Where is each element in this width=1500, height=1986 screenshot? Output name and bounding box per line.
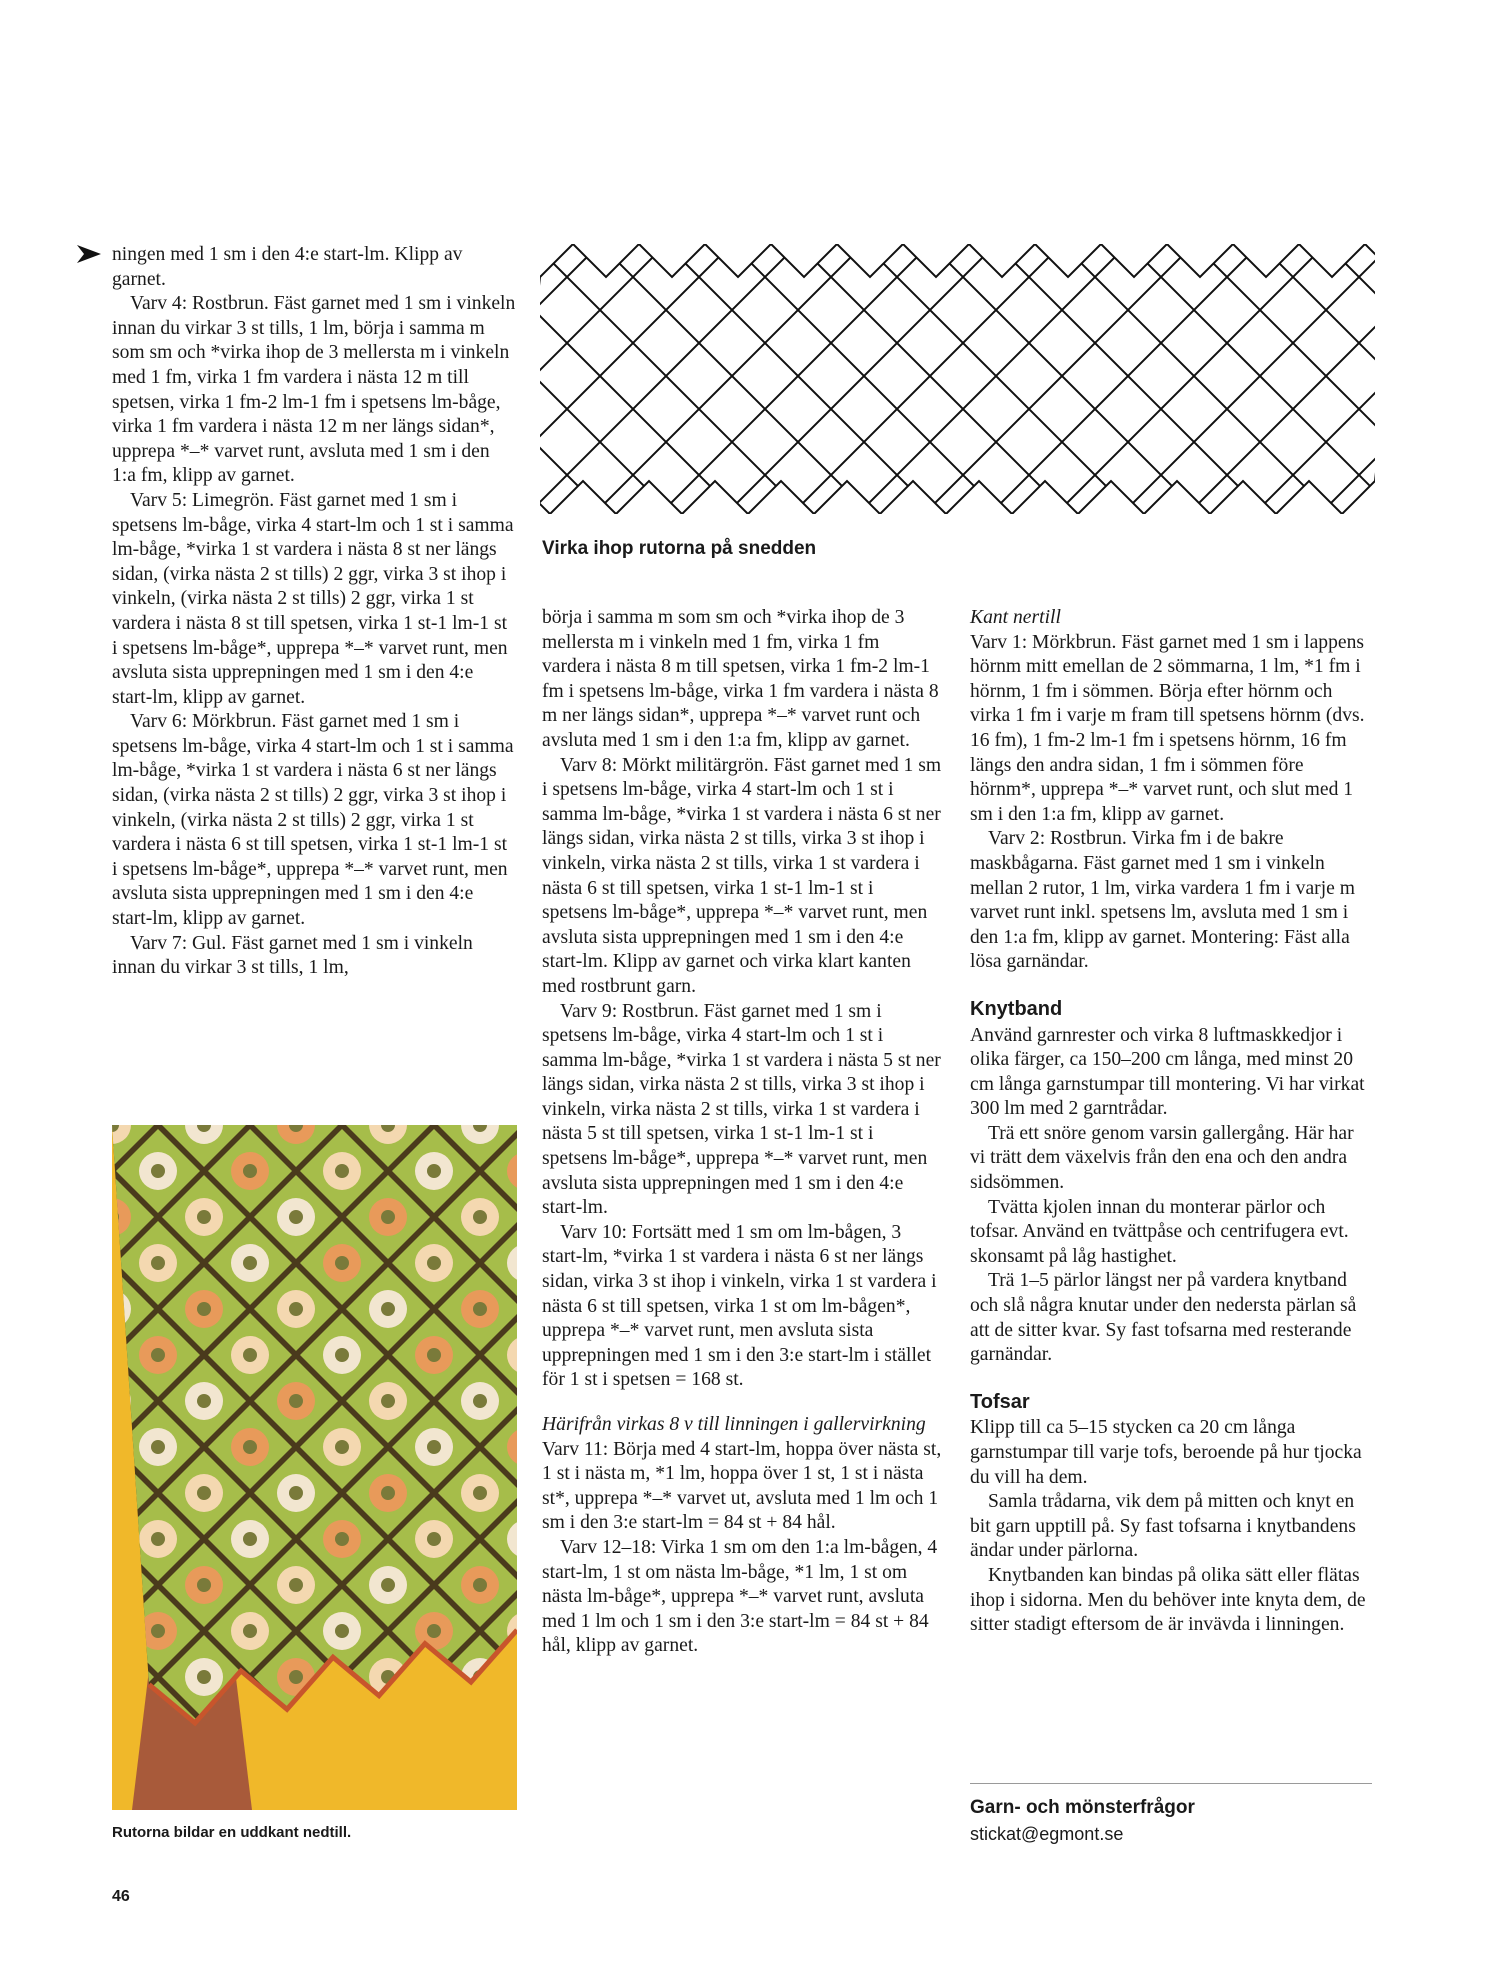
paragraph-varv-6: Varv 6: Mörkbrun. Fäst garnet med 1 sm i spetsens lm-båge, virka 4 start-lm och 1 st i samma lm-båge, *virka 1 st vardera i nästa 6 st ner längs sidan, (virka nästa 2 st tills) 2 ggr, virka 3 st ihop i vinkeln, (virka nästa 2 st tills) 2 ggr, virka 1 st vardera i nästa 6 st till spetsen, virka 1 st-1 lm-1 st i spetsens lm-båge*, upprepa *–* varvet runt, men avsluta sista upprepningen med 1 sm i den 4:e start-lm, klipp av garnet. xyxy=(112,711,514,930)
column-left xyxy=(112,243,517,981)
photo-caption: Rutorna bildar en uddkant nedtill. xyxy=(112,1824,352,1841)
skirt-photo xyxy=(112,1125,517,1810)
paragraph: Trä 1–5 pärlor längst ner på vardera knytband och slå några knutar under den nedersta pärlan så att de sitter kvar. Sy fast tofsarna med resterande garnändar. xyxy=(970,1270,1357,1366)
page-number: 46 xyxy=(112,1888,130,1905)
column-middle xyxy=(542,606,942,1659)
divider xyxy=(970,1783,1372,1784)
contact-title: Garn- och mönsterfrågor xyxy=(970,1797,1195,1818)
heading-knytband: Knytband xyxy=(970,997,1063,1020)
paragraph-varv-9: Varv 9: Rostbrun. Fäst garnet med 1 sm i spetsens lm-båge, virka 4 start-lm och 1 st i samma lm-båge, *virka 1 st vardera i nästa 5 st ner längs sidan, virka nästa 2 st tills, virka 3 st ihop i vinkeln, virka nästa 2 st tills, virka 1 st vardera i nästa 5 st till spetsen, virka 1 st-1 lm-1 st i spetsens lm-båge*, upprepa *–* varvet runt, men avsluta sista upprepningen med 1 sm i den 4:e start-lm. xyxy=(542,1000,941,1219)
paragraph-varv-12-18: Varv 12–18: Virka 1 sm om den 1:a lm-bågen, 4 start-lm, 1 st om nästa lm-båge, *1 lm, 1 st om nästa lm-båge*, upprepa *–* varvet runt, avsluta med 1 lm och 1 sm i den 3:e start-lm = 84 st + 84 hål, klipp av garnet. xyxy=(542,1536,938,1657)
joining-diagram xyxy=(540,244,1375,514)
column-right xyxy=(970,606,1370,1638)
grid-outline xyxy=(540,244,1375,514)
paragraph-varv-8: Varv 8: Mörkt militärgrön. Fäst garnet med 1 sm i spetsens lm-båge, virka 4 start-lm och 1 st i samma lm-båge, *virka 1 st vardera i nästa 6 st ner längs sidan, virka nästa 2 st tills, virka 3 st ihop i vinkeln, virka nästa 2 st tills, virka 1 st vardera i nästa 6 st till spetsen, virka 1 st-1 lm-1 st i spetsens lm-båge*, upprepa *–* varvet runt, men avsluta sista upprepningen med 1 sm i den 4:e start-lm. Klipp av garnet och virka klart kanten med rostbrunt garn. xyxy=(542,754,942,997)
paragraph-varv-7: Varv 7: Gul. Fäst garnet med 1 sm i vinkeln innan du virkar 3 st tills, 1 lm, xyxy=(112,932,473,979)
paragraph-kant-varv-1: Varv 1: Mörkbrun. Fäst garnet med 1 sm i lappens hörnm mitt emellan de 2 sömmarna, 1 lm, *1 fm i hörnm, 1 fm i sömmen. Börja efter hörnm och virka 1 fm i varje m fram till spetsens hörnm (dvs. 16 fm), 1 fm-2 lm-1 fm i spetsens hörnm, 16 fm längs den andra sidan, 1 fm i sömmen före hörnm*, upprepa *–* varvet runt, och slut med 1 sm i den 1:a fm, klipp av garnet. xyxy=(970,631,1365,825)
paragraph: börja i samma m som sm och *virka ihop de 3 mellersta m i vinkeln med 1 fm, virka 1 fm vardera i nästa 8 m till spetsen, virka 1 fm-2 lm-1 fm i spetsens lm-båge, virka 1 fm vardera i nästa 8 m ner längs sidan*, upprepa *–* varvet runt och avsluta med 1 sm i den 1:a fm, klipp av garnet. xyxy=(542,607,939,751)
paragraph-varv-11: Varv 11: Börja med 4 start-lm, hoppa över nästa st, 1 st i nästa m, *1 lm, hoppa över 1 st, 1 st i nästa st*, upprepa *–* varvet ut, avsluta med 1 lm och 1 sm i den 3:e start-lm = 84 st + 84 hål. xyxy=(542,1438,942,1534)
paragraph: Klipp till ca 5–15 stycken ca 20 cm långa garnstumpar till varje tofs, beroende på hur tjocka du vill ha dem. xyxy=(970,1417,1362,1488)
diagram-caption: Virka ihop rutorna på snedden xyxy=(542,538,817,559)
subheading-gallervirkning: Härifrån virkas 8 v till linningen i gallervirkning xyxy=(542,1414,926,1435)
subheading-kant-nertill: Kant nertill xyxy=(970,607,1061,628)
heading-tofsar: Tofsar xyxy=(970,1390,1030,1413)
paragraph-kant-varv-2: Varv 2: Rostbrun. Virka fm i de bakre maskbågarna. Fäst garnet med 1 sm i vinkeln mellan 2 rutor, 1 lm, virka vardera 1 fm i varje m varvet runt inkl. spetsens lm, avsluta med 1 sm i den 1:a fm, klipp av garnet. Montering: Fäst alla lösa garnändar. xyxy=(970,828,1355,973)
paragraph: Trä ett snöre genom varsin gallergång. Här har vi trätt dem växelvis från den ena och den andra sidsömmen. xyxy=(970,1122,1354,1194)
paragraph: Knytbanden kan bindas på olika sätt eller flätas ihop i sidorna. Men du behöver inte knyta dem, de sitter stadigt eftersom de är invävda i linningen. xyxy=(970,1564,1366,1636)
paragraph: ningen med 1 sm i den 4:e start-lm. Klipp av garnet. xyxy=(112,244,463,290)
paragraph-varv-10: Varv 10: Fortsätt med 1 sm om lm-bågen, 3 start-lm, *virka 1 st vardera i nästa 6 st ner längs sidan, virka 3 st ihop i vinkeln, virka 1 st vardera i nästa 6 st till spetsen, virka 1 st om lm-bågen*, upprepa *–* varvet runt, men avsluta sista upprepningen med 1 sm i den 3:e start-lm i stället för 1 st i spetsen = 168 st. xyxy=(542,1221,937,1391)
paragraph: Använd garnrester och virka 8 luftmaskkedjor i olika färger, ca 150–200 cm långa, med minst 20 cm långa garnstumpar till montering. Vi har virkat 300 lm med 2 garntrådar. xyxy=(970,1024,1365,1120)
paragraph: Samla trådarna, vik dem på mitten och knyt en bit garn upptill på. Sy fast tofsarna i knytbandens ändar under pärlorna. xyxy=(970,1491,1356,1562)
paragraph-varv-5: Varv 5: Limegrön. Fäst garnet med 1 sm i spetsens lm-båge, virka 4 start-lm och 1 st i samma lm-båge, *virka 1 st vardera i nästa 8 st ner längs sidan, (virka nästa 2 st tills) 2 ggr, virka 3 st ihop i vinkeln, (virka nästa 2 st tills) 2 ggr, virka 1 st vardera i nästa 8 st till spetsen, virka 1 st-1 lm-1 st i spetsens lm-båge*, upprepa *–* varvet runt, men avsluta sista upprepningen med 1 sm i den 4:e start-lm, klipp av garnet. xyxy=(112,489,514,708)
continuation-arrow-icon xyxy=(76,243,102,265)
paragraph-varv-4: Varv 4: Rostbrun. Fäst garnet med 1 sm i vinkeln innan du virkar 3 st tills, 1 lm, börja i samma m som sm och *virka ihop de 3 mellersta m i vinkeln med 1 fm, virka 1 fm vardera i nästa 12 m till spetsen, virka 1 fm-2 lm-1 fm i spetsens lm-båge, virka 1 fm vardera i nästa 12 m ner längs sidan*, upprepa *–* varvet runt, avsluta med 1 sm i den 1:a fm, klipp av garnet. xyxy=(112,293,516,487)
contact-email[interactable]: stickat@egmont.se xyxy=(970,1824,1124,1844)
grid-lines xyxy=(540,244,1375,514)
paragraph: Tvätta kjolen innan du monterar pärlor och tofsar. Använd en tvättpåse och centrifugera evt. skonsamt på låg hastighet. xyxy=(970,1196,1349,1267)
